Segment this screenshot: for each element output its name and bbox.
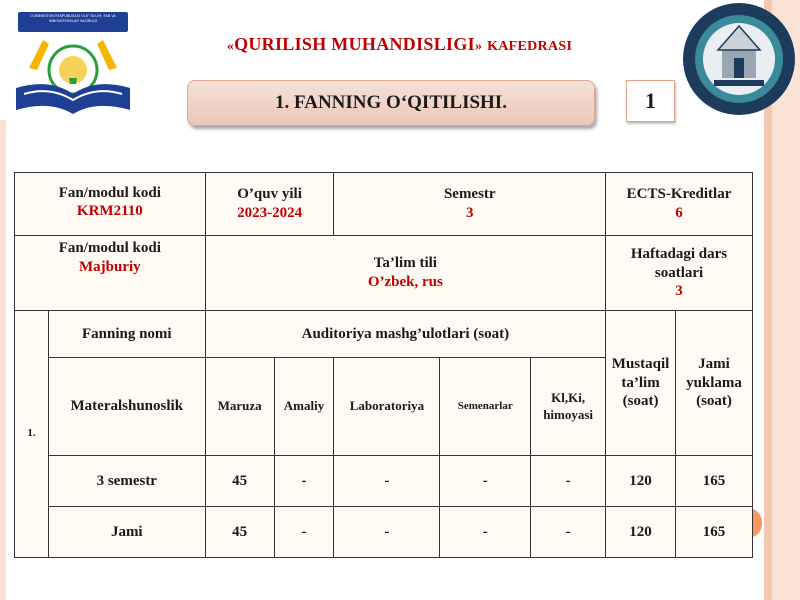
ects-cell xyxy=(606,173,753,236)
left-decor-band xyxy=(0,120,6,600)
table-row xyxy=(15,507,753,558)
university-emblem xyxy=(680,0,798,118)
title-quote-close: » xyxy=(474,39,483,54)
row-value-total: 165 xyxy=(676,507,753,558)
col-laboratoriya: Laboratoriya xyxy=(334,358,440,456)
col-maruza: Maruza xyxy=(205,358,274,456)
language-cell xyxy=(205,236,605,311)
col-semenarlar: Semenarlar xyxy=(440,358,531,456)
row-value-semenarlar: - xyxy=(440,507,531,558)
year-cell xyxy=(205,173,334,236)
title-main: QURILISH MUHANDISLIGI xyxy=(234,34,475,54)
title-quote-open: « xyxy=(226,39,235,54)
row-value-maruza: 45 xyxy=(205,507,274,558)
row-value-semenarlar: - xyxy=(440,456,531,507)
auditorium-header: Auditoriya mashg’ulotlari (soat) xyxy=(205,311,605,358)
course-info-table xyxy=(14,172,753,558)
ministry-logo-caption: O‘ZBEKISTON RESPUBLIKASI OLIY TA'LIM, FAN VA INNOVATSIYALAR VAZIRLIGI xyxy=(30,14,116,23)
row-value-himoyasi: - xyxy=(531,456,606,507)
weekly-hours-value: 3 xyxy=(675,283,683,300)
row-label: 3 semestr xyxy=(48,456,205,507)
page-number: 1 xyxy=(626,80,675,122)
row-value-laboratoriya: - xyxy=(334,507,440,558)
row-value-laboratoriya: - xyxy=(334,456,440,507)
department-title xyxy=(187,34,612,55)
total-header: Jami yuklama (soat) xyxy=(676,311,753,456)
row-value-independent: 120 xyxy=(606,456,676,507)
language-label: Ta’lim tili xyxy=(373,255,437,272)
year-label: O’quv yili xyxy=(237,186,302,203)
type-cell xyxy=(15,236,206,311)
row-value-independent: 120 xyxy=(606,507,676,558)
independent-header: Mustaqil ta’lim (soat) xyxy=(606,311,676,456)
code-value: KRM2110 xyxy=(76,203,143,220)
row-number: 1. xyxy=(15,311,49,558)
row-label: Jami xyxy=(48,507,205,558)
row-value-himoyasi: - xyxy=(531,507,606,558)
col-himoyasi: Kl,Ki, himoyasi xyxy=(531,358,606,456)
code-cell xyxy=(15,173,206,236)
type-value: Majburiy xyxy=(79,258,141,275)
subject-header: Fanning nomi xyxy=(48,311,205,358)
row-value-total: 165 xyxy=(676,456,753,507)
semester-label: Semestr xyxy=(443,186,496,203)
subject-name: Materalshunoslik xyxy=(48,358,205,456)
semester-value: 3 xyxy=(466,205,474,221)
language-value: O’zbek, rus xyxy=(367,274,443,290)
type-label: Fan/modul kodi xyxy=(58,240,161,256)
section-banner: 1. FANNING O‘QITILISHI. xyxy=(187,80,595,126)
row-value-amaliy: - xyxy=(274,456,334,507)
code-label: Fan/modul kodi xyxy=(58,184,161,201)
weekly-hours-cell xyxy=(606,236,753,311)
ects-value: 6 xyxy=(675,205,683,221)
col-amaliy: Amaliy xyxy=(274,358,334,456)
weekly-hours-label: Haftadagi dars soatlari xyxy=(630,245,728,281)
ects-label: ECTS-Kreditlar xyxy=(626,186,732,203)
row-value-amaliy: - xyxy=(274,507,334,558)
semester-cell xyxy=(334,173,606,236)
title-suffix: KAFEDRASI xyxy=(487,39,573,54)
row-value-maruza: 45 xyxy=(205,456,274,507)
table-row xyxy=(15,456,753,507)
year-value: 2023-2024 xyxy=(237,205,303,221)
